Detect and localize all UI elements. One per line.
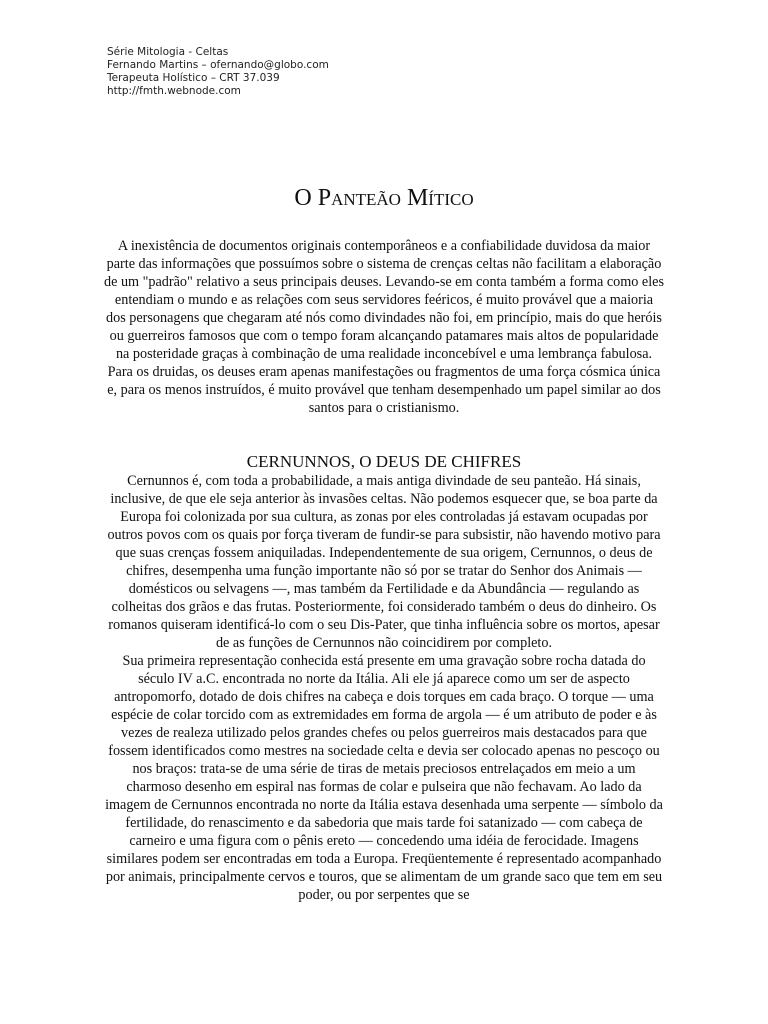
author-line: Fernando Martins – ofernando@globo.com [107,59,329,71]
intro-paragraph: A inexistência de documentos originais contemporâneos e a confiabilidade duvidosa da maior parte das informações que possuímos sobre o sistema de crenças celtas não facilitam a elaboração de um "padrão" relativo a seus principais deuses. Levando-se em conta também a forma como eles entendiam o mundo e as relações com seus servidores feéricos, é muito provável que a maioria dos personagens que chegaram até nós como divindades não foi, em princípio, mais do que heróis ou guerreiros famosos que com o tempo foram alcançando patamares mais altos de popularidade na posteridade graças à combinação de uma realidade inconcebível e uma lembrança fabulosa. Para os druidas, os deuses eram apenas manifestações ou fragmentos de uma força cósmica única e, para os menos instruídos, é muito provável que tenham desempenhado um papel similar ao dos santos para o cristianismo. [104,238,664,416]
website-line: http://fmth.webnode.com [107,85,241,97]
page-title: O Panteão Mítico [294,185,474,211]
section-paragraph: Sua primeira representação conhecida está presente em uma gravação sobre rocha datada do século IV a.C. encontrada no norte da Itália. Ali ele já aparece como um ser de aspecto antropomorfo, dotado de dois chifres na cabeça e dois torques em cada braço. O torque — uma espécie de colar torcido com as extremidades em forma de argola — é um atributo de poder e às vezes de realeza utilizado pelos grandes chefes ou pelos guerreiros mais destacados para que fossem identificados como mestres na sociedade celta e devia ser colocado apenas no pescoço ou nos braços: trata-se de uma série de tiras de metais preciosos entrelaçados em meio a um charmoso desenho em espiral nas formas de colar e pulseira que não fechavam. Ao lado da imagem de Cernunnos encontrada no norte da Itália estava desenhada uma serpente — símbolo da fertilidade, do renascimento e da sabedoria que mais tarde foi satanizado — com cabeça de carneiro e uma figura com o pênis ereto — concedendo uma idéia de ferocidade. Imagens similares podem ser encontradas em toda a Europa. Freqüentemente é representado acompanhado por animais, principalmente cervos e touros, que se alimentam de um grande saco que tem em seu poder, ou por serpentes que se [105,653,663,903]
series-line: Série Mitologia - Celtas [107,46,229,58]
section-paragraph: Cernunnos é, com toda a probabilidade, a mais antiga divindade de seu panteão. Há sinais, inclusive, de que ele seja anterior às invasões celtas. Não podemos esquecer que, se boa parte da Europa foi colonizada por sua cultura, as zonas por eles controladas já estavam ocupadas por outros povos com os quais por força tiveram de fundir-se para subsistir, não havendo motivo para que suas crenças fossem aniquiladas. Independentemente de sua origem, Cernunnos, o deus de chifres, desempenha uma função importante não só por se tratar do Senhor dos Animais — domésticos ou selvagens —, mas também da Fertilidade e da Abundância — regulando as colheitas dos grãos e das frutas. Posteriormente, foi considerado também o deus do dinheiro. Os romanos quiseram identificá-lo com o seu Dis-Pater, que tinha influência sobre os mortos, apesar de as funções de Cernunnos não coincidirem por completo. [107,473,661,651]
section-body [104,472,664,904]
credential-line: Terapeuta Holístico – CRT 37.039 [107,72,280,84]
section-title: CERNUNNOS, O DEUS DE CHIFRES [246,452,522,471]
document-header [107,46,329,98]
